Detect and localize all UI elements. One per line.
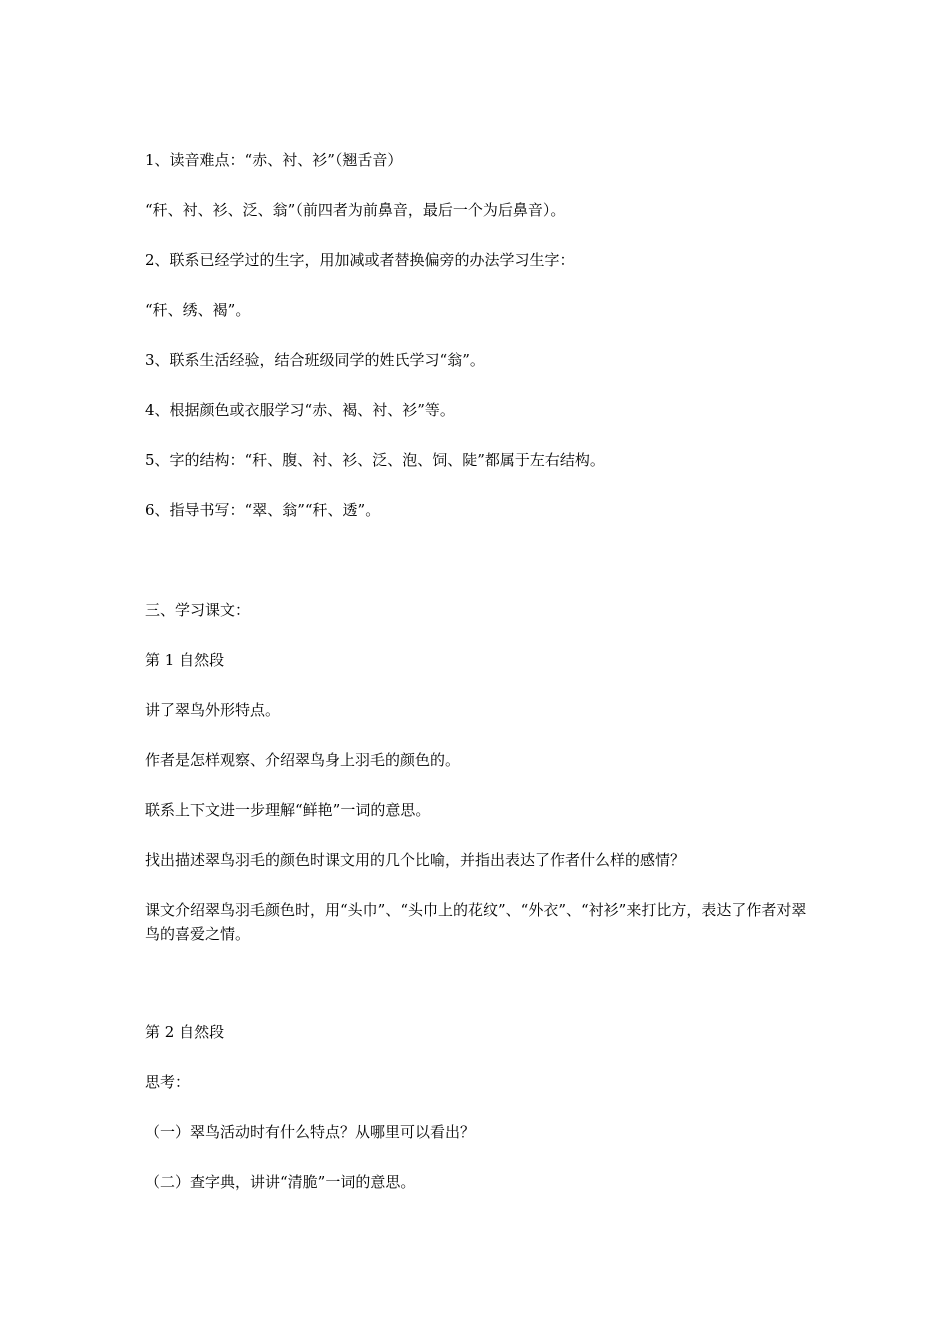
radical-method-line: 2、联系已经学过的生字，用加减或者替换偏旁的办法学习生字：: [145, 251, 575, 269]
think-question-1: （一）翠鸟活动时有什么特点？从哪里可以看出？: [145, 1123, 476, 1141]
structure-line: 5、字的结构：“秆、腹、衬、衫、泛、泡、饲、陡”都属于左右结构。: [145, 451, 605, 469]
section-heading-learn-text: 三、学习课文：: [145, 601, 251, 619]
nasal-sound-line: “秆、衬、衫、泛、翁”（前四者为前鼻音，最后一个为后鼻音）。: [145, 201, 566, 219]
paragraph-1-heading: 第 1 自然段: [145, 651, 225, 669]
surname-method-line: 3、联系生活经验，结合班级同学的姓氏学习“翁”。: [145, 351, 485, 369]
paragraph-1-answer: 课文介绍翠鸟羽毛颜色时，用“头巾”、“头巾上的花纹”、“外衣”、“衬衫”来打比方，表达了作者对翠鸟的喜爱之情。: [145, 901, 807, 943]
paragraph-2-heading: 第 2 自然段: [145, 1023, 225, 1041]
paragraph-1-question-1: 作者是怎样观察、介绍翠鸟身上羽毛的颜色的。: [145, 751, 461, 769]
think-question-2: （二）查字典，讲讲“清脆”一词的意思。: [145, 1173, 416, 1191]
paragraph-1-question-2: 联系上下文进一步理解“鲜艳”一词的意思。: [145, 801, 431, 819]
think-label: 思考：: [145, 1073, 191, 1091]
paragraph-1-question-3: 找出描述翠鸟羽毛的颜色时课文用的几个比喻，并指出表达了作者什么样的感情？: [145, 851, 686, 869]
reading-difficulty-line: 1、读音难点：“赤、衬、衫”（翘舌音）: [145, 151, 403, 169]
writing-guide-line: 6、指导书写：“翠、翁”“秆、透”。: [145, 501, 381, 519]
radical-chars-line: “秆、绣、褐”。: [145, 301, 251, 319]
paragraph-1-summary: 讲了翠鸟外形特点。: [145, 701, 281, 719]
color-method-line: 4、根据颜色或衣服学习“赤、褐、衬、衫”等。: [145, 401, 455, 419]
